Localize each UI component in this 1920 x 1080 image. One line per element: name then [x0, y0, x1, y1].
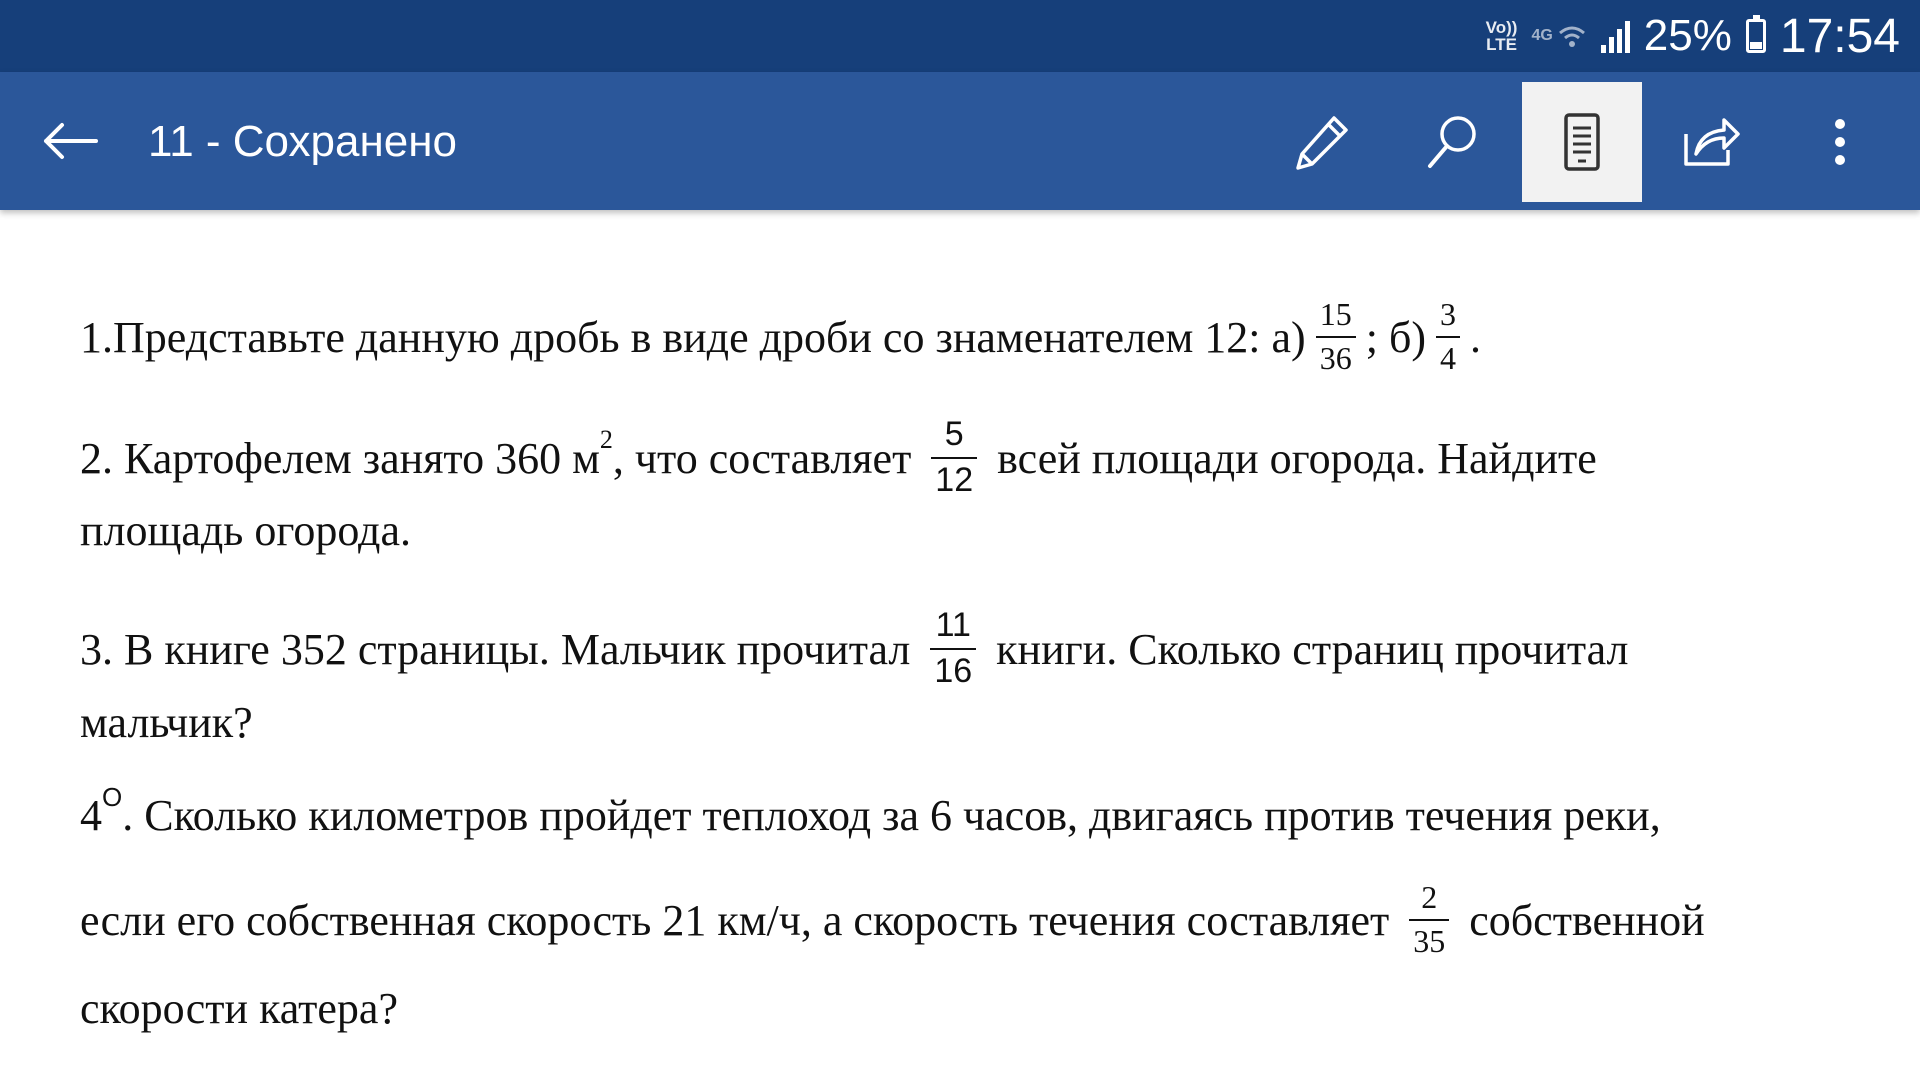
problem-4-line-1: . Сколько километров пройдет теплоход за 6 часов, двигаясь против течения реки, — [122, 790, 1661, 840]
more-vert-icon — [1825, 110, 1855, 174]
problem-1 — [80, 282, 1481, 392]
problem-2-line-2 — [80, 500, 411, 560]
superscript: О — [102, 781, 123, 812]
document-title: 11 - Сохранено — [148, 117, 458, 166]
fraction-denominator: 4 — [1436, 336, 1460, 376]
problem-4-line-3 — [80, 978, 398, 1038]
status-indicators — [1486, 0, 1900, 72]
clock: 17:54 — [1779, 9, 1900, 63]
problem-1-end: . — [1469, 312, 1481, 362]
share-icon — [1678, 110, 1742, 174]
mobile-view-button[interactable] — [1522, 82, 1642, 202]
problem-3-end: книги. Сколько страниц прочитал — [996, 624, 1629, 674]
fraction-denominator: 16 — [930, 648, 976, 690]
fraction-11-16 — [930, 608, 976, 689]
problem-3-start: 3. В книге 352 страницы. Мальчик прочитал — [80, 624, 911, 674]
share-button[interactable] — [1650, 82, 1770, 202]
superscript: 2 — [599, 425, 613, 454]
status-bar — [0, 0, 1920, 72]
more-options-button[interactable] — [1780, 82, 1900, 202]
problem-3 — [80, 594, 1628, 704]
fraction-denominator: 12 — [931, 457, 977, 499]
problem-4 — [80, 780, 1661, 850]
problem-4-line-2-start: если его собственная скорость 21 км/ч, а скорость течения составляет — [80, 895, 1390, 945]
problem-2-start: 2. Картофелем занято 360 м — [80, 433, 600, 483]
problem-4-line-2-end: собственной — [1469, 895, 1705, 945]
problem-3-line-2 — [80, 692, 253, 752]
signal-strength-icon — [1601, 19, 1630, 53]
battery-icon — [1746, 19, 1766, 53]
fraction-denominator: 35 — [1409, 919, 1449, 959]
fraction-3-4 — [1436, 298, 1460, 375]
pencil-icon — [1290, 110, 1354, 174]
network-icon — [1531, 21, 1586, 51]
battery-percent: 25% — [1643, 11, 1732, 60]
problem-2-mid: , что составляет — [612, 433, 912, 483]
fraction-15-36 — [1316, 298, 1356, 375]
battery-level — [1750, 42, 1762, 49]
back-button[interactable] — [30, 101, 110, 181]
fraction-numerator: 2 — [1421, 879, 1438, 916]
search-button[interactable] — [1392, 82, 1512, 202]
problem-1-separator: ; б) — [1365, 312, 1426, 362]
problem-1-text: 1.Представьте данную дробь в виде дроби со знаменателем 12: а) — [80, 312, 1306, 362]
network-type: 4G — [1531, 27, 1553, 44]
fraction-numerator: 3 — [1439, 296, 1456, 333]
fraction-2-35 — [1409, 881, 1449, 958]
problem-3-continuation: мальчик? — [80, 697, 253, 747]
problem-2 — [80, 403, 1597, 513]
edit-button[interactable] — [1262, 82, 1382, 202]
problem-4-number: 4 — [80, 790, 102, 840]
fraction-denominator: 36 — [1316, 336, 1356, 376]
back-arrow-icon — [40, 121, 100, 161]
mobile-view-icon — [1557, 110, 1607, 174]
problem-2-end: всей площади огорода. Найдите — [997, 433, 1597, 483]
document-content — [0, 210, 1920, 1080]
fraction-numerator: 11 — [935, 606, 971, 645]
problem-4-line-2 — [80, 865, 1705, 975]
fraction-numerator: 5 — [944, 415, 964, 454]
app-bar — [0, 72, 1920, 210]
wifi-icon — [1557, 21, 1587, 51]
search-icon — [1420, 110, 1484, 174]
fraction-5-12 — [931, 417, 977, 498]
fraction-numerator: 15 — [1319, 296, 1352, 333]
problem-4-continuation: скорости катера? — [80, 983, 398, 1033]
problem-2-continuation: площадь огорода. — [80, 505, 411, 555]
volte-icon: Vo)) LTE — [1485, 18, 1518, 54]
